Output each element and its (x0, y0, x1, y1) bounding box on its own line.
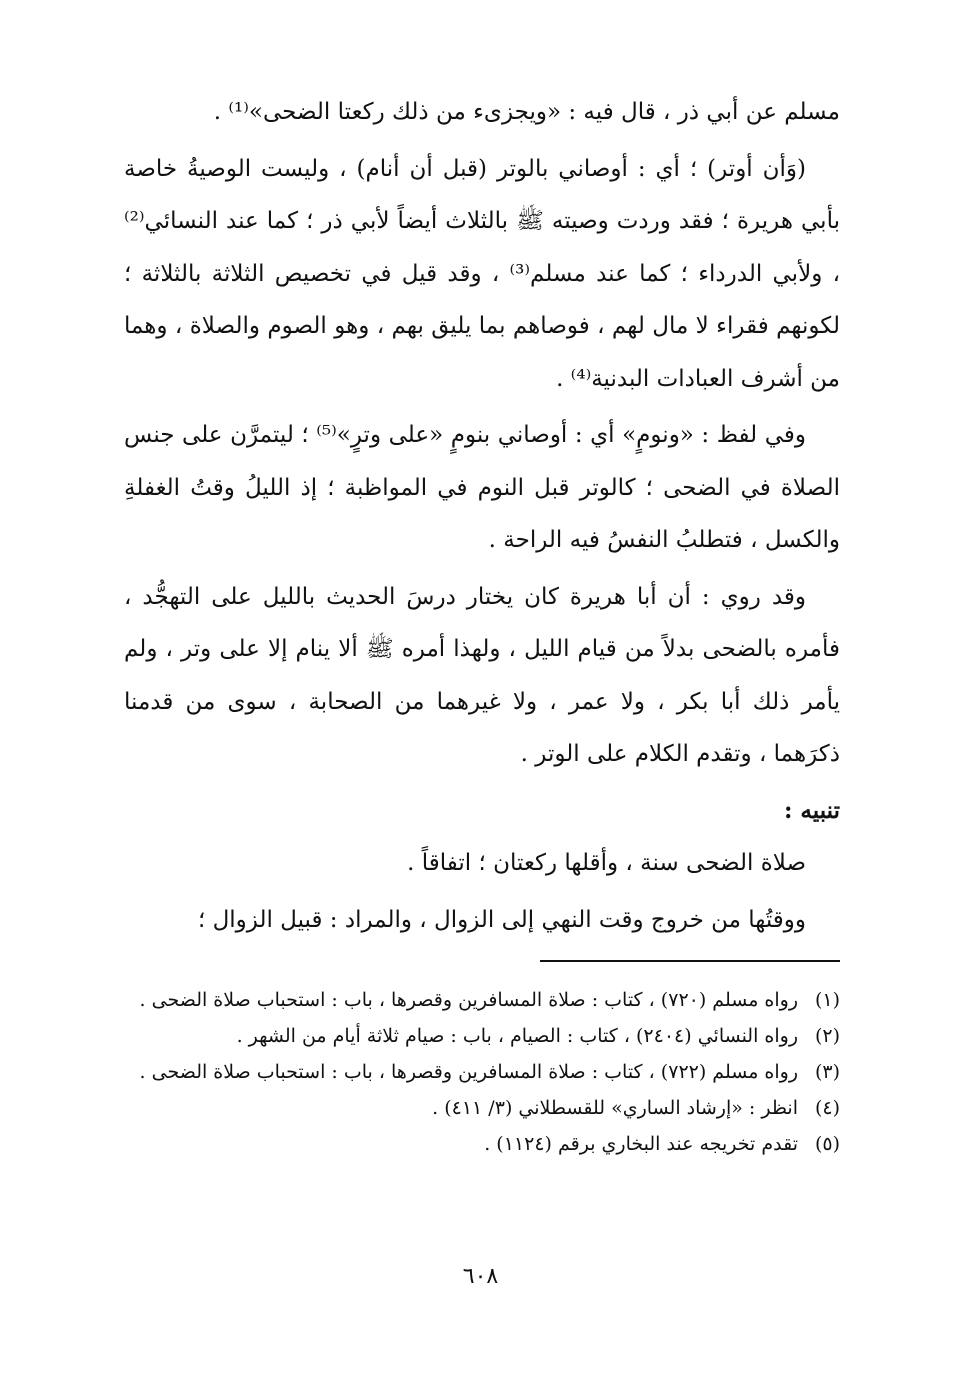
page-content (124, 86, 840, 1162)
footnote (124, 1090, 840, 1126)
footnote (124, 1018, 840, 1054)
footnote (124, 982, 840, 1018)
footnote-text: رواه مسلم (٧٢٢) ، كتاب : صلاة المسافرين وقصرها ، باب : استحباب صلاة الضحى . (139, 1061, 798, 1083)
paragraph: مسلم عن أبي ذر ، قال فيه : «ويجزىء من ذلك ركعتا الضحى»⁽¹⁾ . (213, 99, 840, 125)
main-text (124, 86, 840, 946)
paragraph: (وَأن أوتر) ؛ أي : أوصاني بالوتر (قبل أن أنام) ، وليست الوصيةُ خاصة بأبي هريرة ؛ فقد وردت وصيته ﷺ بالثلاث أيضاً لأبي ذر ؛ كما عند النسائي⁽²⁾ ، ولأبي الدرداء ؛ كما عند مسلم⁽³⁾ ، وقد قيل في تخصيص الثلاثة بالثلاثة ؛ لكونهم فقراء لا مال لهم ، فوصاهم بما يليق بهم ، وهو الصوم والصلاة ، وهما من أشرف العبادات البدنية⁽⁴⁾ . (124, 155, 840, 392)
footnote-number: (٢) (814, 1025, 840, 1047)
footnote-number: (١) (814, 989, 840, 1011)
footnote (124, 1126, 840, 1162)
footnote-number: (٥) (814, 1133, 840, 1155)
footnote (124, 1054, 840, 1090)
footnote-separator (540, 960, 840, 962)
paragraph: وفي لفظ : «ونومٍ» أي : أوصاني بنومٍ «على وترٍ»⁽⁵⁾ ؛ ليتمرَّن على جنس الصلاة في الضحى ؛ كالوتر قبل النوم في المواظبة ؛ إذ الليلُ وقتُ الغفلةِ والكسل ، فتطلبُ النفسُ فيه الراحة . (124, 422, 840, 553)
section-heading: تنبيه : (783, 796, 840, 824)
footnote-text: انظر : «إرشاد الساري» للقسطلاني (٣/ ٤١١) . (432, 1097, 798, 1119)
footnote-number: (٤) (814, 1097, 840, 1119)
footnotes (124, 982, 840, 1162)
paragraph: صلاة الضحى سنة ، وأقلها ركعتان ؛ اتفاقاً . (407, 850, 806, 876)
footnote-text: رواه النسائي (٢٤٠٤) ، كتاب : الصيام ، باب : صيام ثلاثة أيام من الشهر . (236, 1025, 798, 1047)
paragraph: ووقتُها من خروج وقت النهي إلى الزوال ، والمراد : قبيل الزوال ؛ (197, 906, 806, 933)
paragraph: وقد روي : أن أبا هريرة كان يختار درسَ الحديث بالليل على التهجُّد ، فأمره بالضحى بدلاً من قيام الليل ، ولهذا أمره ﷺ ألا ينام إلا على وتر ، ولم يأمر ذلك أبا بكر ، ولا عمر ، ولا غيرهما من الصحابة ، سوى من قدمنا ذكرَهما ، وتقدم الكلام على الوتر . (124, 583, 840, 767)
footnote-number: (٣) (814, 1061, 840, 1083)
page-number: ٦٠٨ (462, 1264, 499, 1289)
footnote-text: تقدم تخريجه عند البخاري برقم (١١٢٤) . (484, 1133, 798, 1155)
footnote-text: رواه مسلم (٧٢٠) ، كتاب : صلاة المسافرين وقصرها ، باب : استحباب صلاة الضحى . (139, 989, 798, 1011)
